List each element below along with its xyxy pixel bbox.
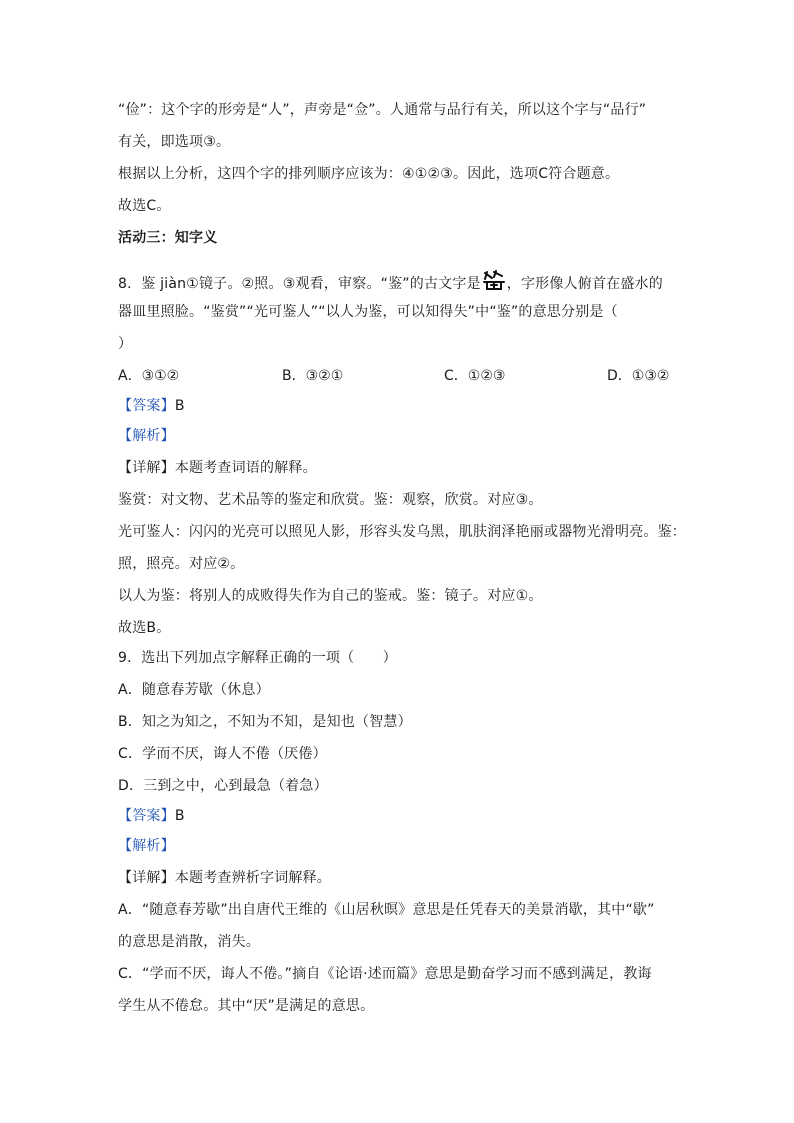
text-line: 故选B。 [118,620,171,636]
option-b: B．③②① [282,368,344,384]
text-line: 光可鉴人：闪闪的光亮可以照见人影，形容头发乌黑，肌肤润泽艳丽或器物光滑明亮。鉴： [118,524,686,540]
text-line: C．“学而不厌，诲人不倦。”摘自《论语·述而篇》意思是勤奋学习而不感到满足，教诲 [118,966,652,982]
text-line: 鉴赏：对文物、艺术品等的鉴定和欣赏。鉴：观察，欣赏。对应③。 [118,492,543,508]
text-line: 的意思是消散，消失。 [118,934,260,950]
text-line: 器皿里照脸。“鉴赏”“光可鉴人”“以人为鉴，可以知得失”中“鉴”的意思分别是（ [118,304,618,320]
answer-tag: 【答案】 [118,398,175,414]
text-line: 根据以上分析，这四个字的排列顺序应该为：④①②③。因此，选项C符合题意。 [118,166,620,182]
option-b: B．知之为知之，不知为不知，是知也（智慧） [118,714,412,730]
question-8-line [118,270,663,294]
detail-text: 本题考查词语的解释。 [174,460,317,476]
answer-line [118,806,185,826]
option-c: C．①②③ [444,368,506,384]
detail-tag: 【详解】 [118,870,175,886]
answer-value: B [174,808,185,824]
option-d: D．①③② [607,368,670,384]
analysis-tag: 【解析】 [118,838,175,854]
answer-tag: 【答案】 [118,808,175,824]
option-a: A．随意春芳歇（休息） [118,682,270,698]
question-9: 9．选出下列加点字解释正确的一项（ ） [118,650,397,666]
text-line: 学生从不倦怠。其中“厌”是满足的意思。 [118,998,375,1014]
answer-line [118,396,185,416]
option-d: D．三到之中，心到最急（着急） [118,778,328,794]
text-line: 有关，即选项③。 [118,134,231,150]
text-line: ） [118,336,133,352]
analysis-tag: 【解析】 [118,428,175,444]
option-c: C．学而不厌，诲人不倦（厌倦） [118,746,327,762]
detail-text: 本题考查辨析字词解释。 [174,870,332,886]
ancient-character-jian-icon [482,270,506,290]
detail-line [118,458,317,478]
text-line: “俭”：这个字的形旁是“人”，声旁是“佥”。人通常与品行有关，所以这个字与“品行” [118,102,647,118]
question-8-text: 8．鉴 jiàn①镜子。②照。③观看，审察。“鉴”的古文字是 [118,276,481,292]
question-8-text: ，字形像人俯首在盛水的 [506,276,663,292]
text-line: A．“随意春芳歇”出自唐代王维的《山居秋暝》意思是任凭春天的美景消歇，其中“歇” [118,902,655,918]
detail-line [118,868,331,888]
option-a: A．③①② [118,368,180,384]
text-line: 故选C。 [118,198,171,214]
section-heading: 活动三：知字义 [118,230,218,246]
text-line: 以人为鉴：将别人的成败得失作为自己的鉴戒。鉴：镜子。对应①。 [118,588,543,604]
answer-value: B [174,398,185,414]
detail-tag: 【详解】 [118,460,175,476]
text-line: 照，照亮。对应②。 [118,556,245,572]
